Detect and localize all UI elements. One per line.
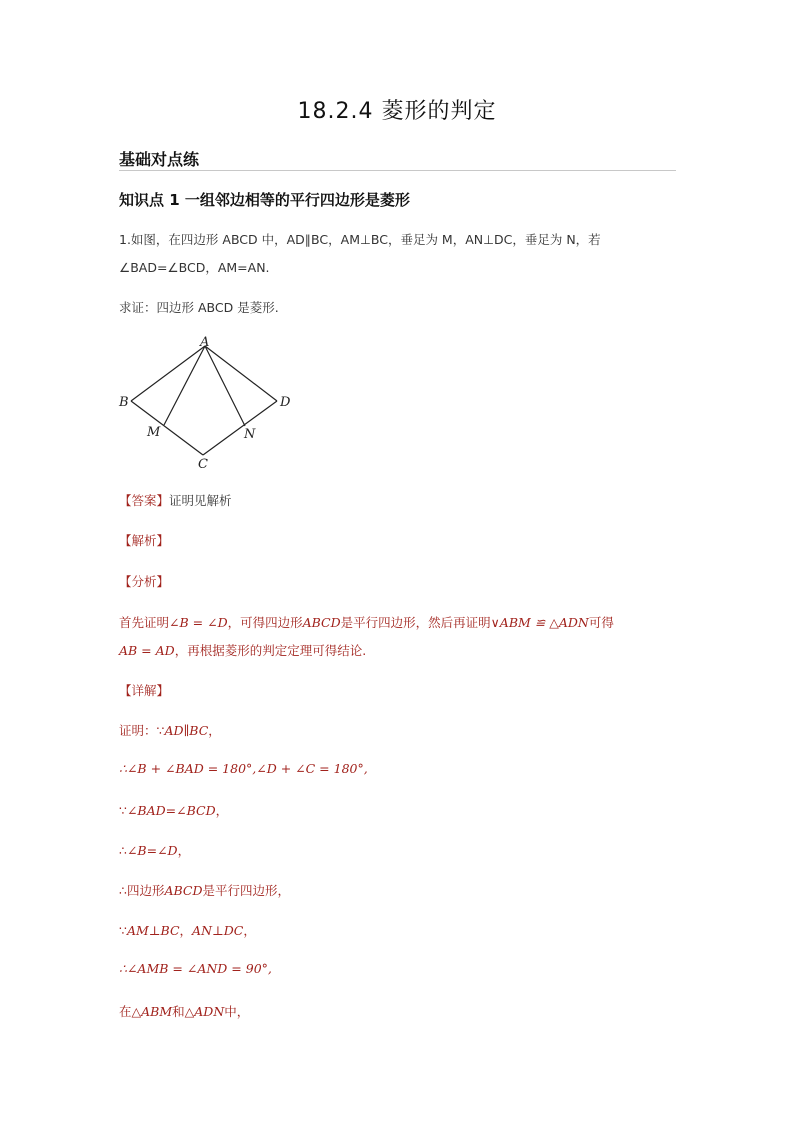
- proof-text: ∴四边形: [119, 883, 165, 898]
- proof-text: ，: [243, 923, 256, 938]
- proof-math: AN⊥DC: [192, 923, 244, 938]
- proof-math: ABM: [141, 1004, 173, 1019]
- fenxi-math: ∠B = ∠D: [169, 615, 228, 630]
- proof-math: ∴∠B + ∠BAD = 180°,∠D + ∠C = 180°,: [119, 761, 368, 776]
- edge-ab: [131, 346, 205, 401]
- proof-math: ADN: [194, 1004, 225, 1019]
- proof-line-1: [119, 721, 221, 739]
- fenxi-text: ，可得四边形: [227, 615, 303, 630]
- proof-math: AM⊥BC: [126, 923, 180, 938]
- proof-line-6: [119, 921, 256, 939]
- proof-math: ABCD: [164, 883, 203, 898]
- analysis-tag: 【解析】: [119, 533, 170, 548]
- proof-math: AD∥BC: [164, 723, 209, 738]
- fenxi-text: 是平行四边形，然后再证明: [340, 615, 491, 630]
- fenxi-line-1: [119, 613, 614, 631]
- proof-text: ∵: [119, 803, 127, 818]
- edge-dc: [203, 401, 277, 455]
- proof-text: 证明：∵: [119, 723, 165, 738]
- proof-text: 是平行四边形，: [202, 883, 290, 898]
- geometry-figure: [112, 332, 302, 474]
- answer-text: 证明见解析: [169, 493, 232, 508]
- proof-text: 在△: [119, 1004, 142, 1019]
- knowledge-point-heading: 知识点 1 一组邻边相等的平行四边形是菱形: [119, 191, 410, 209]
- proof-math: ∠BAD=∠BCD: [126, 803, 216, 818]
- label-d: D: [280, 395, 291, 410]
- proof-math: ∠B=∠D: [126, 843, 178, 858]
- proof-math: ∴∠AMB = ∠AND = 90°,: [119, 961, 272, 976]
- proof-line-4: [119, 841, 190, 859]
- edge-ad: [205, 346, 277, 401]
- proof-line-2: [119, 761, 368, 776]
- edge-bc: [131, 401, 203, 455]
- problem-line-1: 1.如图，在四边形 ABCD 中，AD∥BC，AM⊥BC，垂足为 M，AN⊥DC，垂足为 N，若: [119, 232, 601, 247]
- proof-text: ，: [177, 843, 191, 858]
- proof-line-7: [119, 961, 272, 976]
- proof-text: ∵: [119, 923, 127, 938]
- proof-text: ，: [208, 723, 221, 738]
- proof-text: ，: [179, 923, 193, 938]
- fenxi-math: ABCD: [302, 615, 341, 630]
- proof-text: ∴: [119, 843, 127, 858]
- problem-line-2: ∠BAD=∠BCD，AM=AN.: [119, 260, 270, 275]
- label-c: C: [198, 457, 208, 472]
- fenxi-tag: 【分析】: [119, 574, 170, 589]
- detail-tag: 【详解】: [119, 683, 170, 698]
- label-m: M: [147, 425, 161, 440]
- problem-prove: 求证：四边形 ABCD 是菱形.: [119, 300, 279, 315]
- proof-text: 中，: [224, 1004, 250, 1019]
- fenxi-math: AB = AD: [119, 643, 175, 658]
- segment-an: [205, 346, 245, 426]
- section-heading: 基础对点练: [119, 150, 200, 169]
- page-title: 18.2.4 菱形的判定: [297, 99, 497, 124]
- proof-line-3: [119, 801, 228, 819]
- proof-line-5: [119, 881, 290, 899]
- label-n: N: [244, 427, 256, 442]
- fenxi-line-2: [119, 641, 366, 659]
- section-divider: [119, 170, 676, 171]
- proof-text: 和△: [172, 1004, 195, 1019]
- proof-text: ，: [215, 803, 229, 818]
- fenxi-math: ∨ABM ≌ △ADN: [490, 615, 589, 630]
- segment-am: [164, 346, 205, 425]
- label-b: B: [119, 395, 129, 410]
- answer-line: [119, 491, 232, 509]
- fenxi-text: 可得: [588, 615, 614, 630]
- label-a: A: [200, 335, 210, 350]
- fenxi-text: ，再根据菱形的判定定理可得结论.: [174, 643, 367, 658]
- fenxi-text: 首先证明: [119, 615, 170, 630]
- proof-line-8: [119, 1002, 249, 1020]
- answer-tag: 【答案】: [119, 493, 170, 508]
